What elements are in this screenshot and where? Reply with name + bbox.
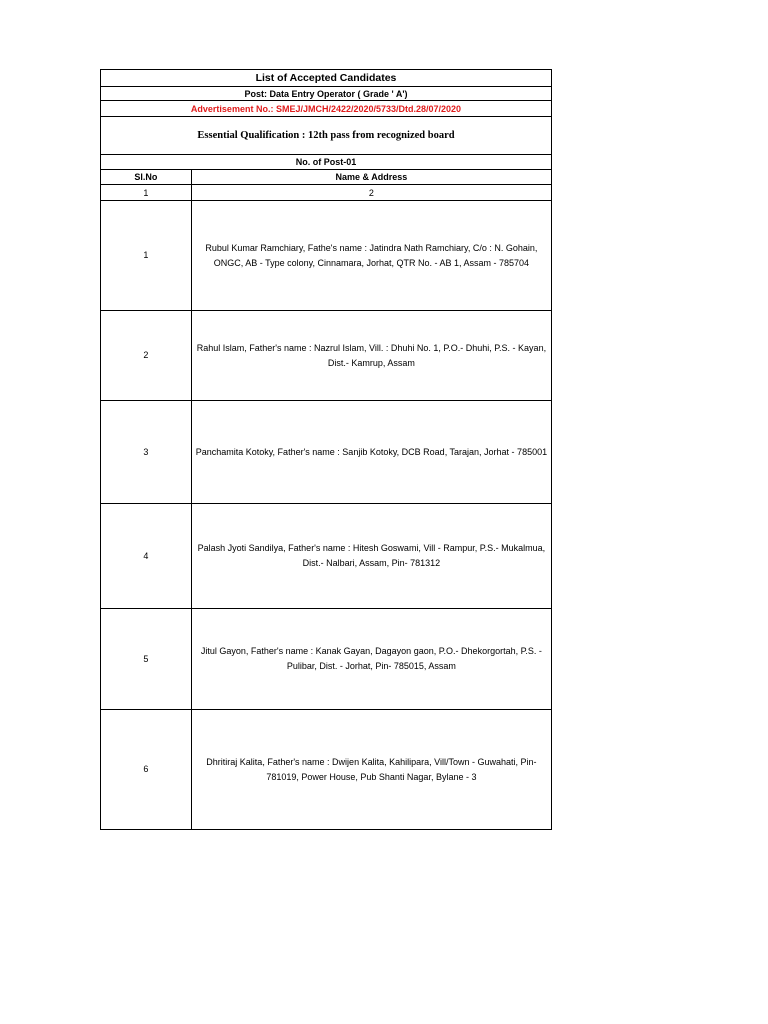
post-row (101, 87, 552, 101)
column-number-2: 2 (191, 185, 551, 201)
title-row (101, 70, 552, 87)
candidate-sl-no: 2 (101, 311, 192, 401)
post-name: Post: Data Entry Operator ( Grade ' A') (101, 87, 552, 101)
candidate-sl-no: 6 (101, 710, 192, 830)
candidate-name-address: Panchamita Kotoky, Father's name : Sanjib Kotoky, DCB Road, Tarajan, Jorhat - 785001 (195, 446, 548, 457)
candidate-name-address: Rahul Islam, Father's name : Nazrul Islam, Vill. : Dhuhi No. 1, P.O.- Dhuhi, P.S. - Kayan, Dist.- Kamrup, Assam (196, 342, 547, 368)
column-header-row (101, 170, 552, 185)
candidate-sl-no: 5 (101, 609, 192, 710)
column-header-name-address: Name & Address (191, 170, 551, 185)
candidate-name-address: Jitul Gayon, Father's name : Kanak Gayan, Dagayon gaon, P.O.- Dhekorgortah, P.S. - Pulibar, Dist. - Jorhat, Pin- 785015, Assam (200, 646, 542, 671)
candidate-details (191, 311, 551, 401)
candidate-sl-no: 3 (101, 401, 192, 504)
accepted-candidates-table (100, 69, 552, 830)
essential-qualification: Essential Qualification : 12th pass from recognized board (101, 117, 552, 155)
qualification-row (101, 117, 552, 155)
table-title: List of Accepted Candidates (101, 70, 552, 87)
advertisement-row (101, 101, 552, 117)
candidate-details (191, 401, 551, 504)
advertisement-number: Advertisement No.: SMEJ/JMCH/2422/2020/5733/Dtd.28/07/2020 (101, 101, 552, 117)
column-header-sl-no: Sl.No (101, 170, 192, 185)
candidate-sl-no: 4 (101, 504, 192, 609)
table-row (101, 504, 552, 609)
number-of-post: No. of Post-01 (101, 155, 552, 170)
column-number-row (101, 185, 552, 201)
candidate-sl-no: 1 (101, 201, 192, 311)
table-row (101, 710, 552, 830)
table-row (101, 311, 552, 401)
candidate-details (191, 504, 551, 609)
table-row (101, 401, 552, 504)
candidate-details (191, 710, 551, 830)
table-row (101, 201, 552, 311)
candidate-name-address: Dhritiraj Kalita, Father's name : Dwijen Kalita, Kahilipara, Vill/Town - Guwahati, Pin- 781019, Power House, Pub Shanti Nagar, Bylane - 3 (206, 756, 537, 782)
candidate-details (191, 201, 551, 311)
candidate-name-address: Palash Jyoti Sandilya, Father's name : Hitesh Goswami, Vill - Rampur, P.S.- Mukalmua, Dist.- Nalbari, Assam, Pin- 781312 (197, 543, 546, 568)
table-row (101, 609, 552, 710)
number-of-post-row (101, 155, 552, 170)
candidate-name-address: Rubul Kumar Ramchiary, Fathe's name : Jatindra Nath Ramchiary, C/o : N. Gohain, ONGC, AB - Type colony, Cinnamara, Jorhat, QTR No. - AB 1, Assam - 785704 (205, 242, 538, 268)
candidate-details (191, 609, 551, 710)
column-number-1: 1 (101, 185, 192, 201)
